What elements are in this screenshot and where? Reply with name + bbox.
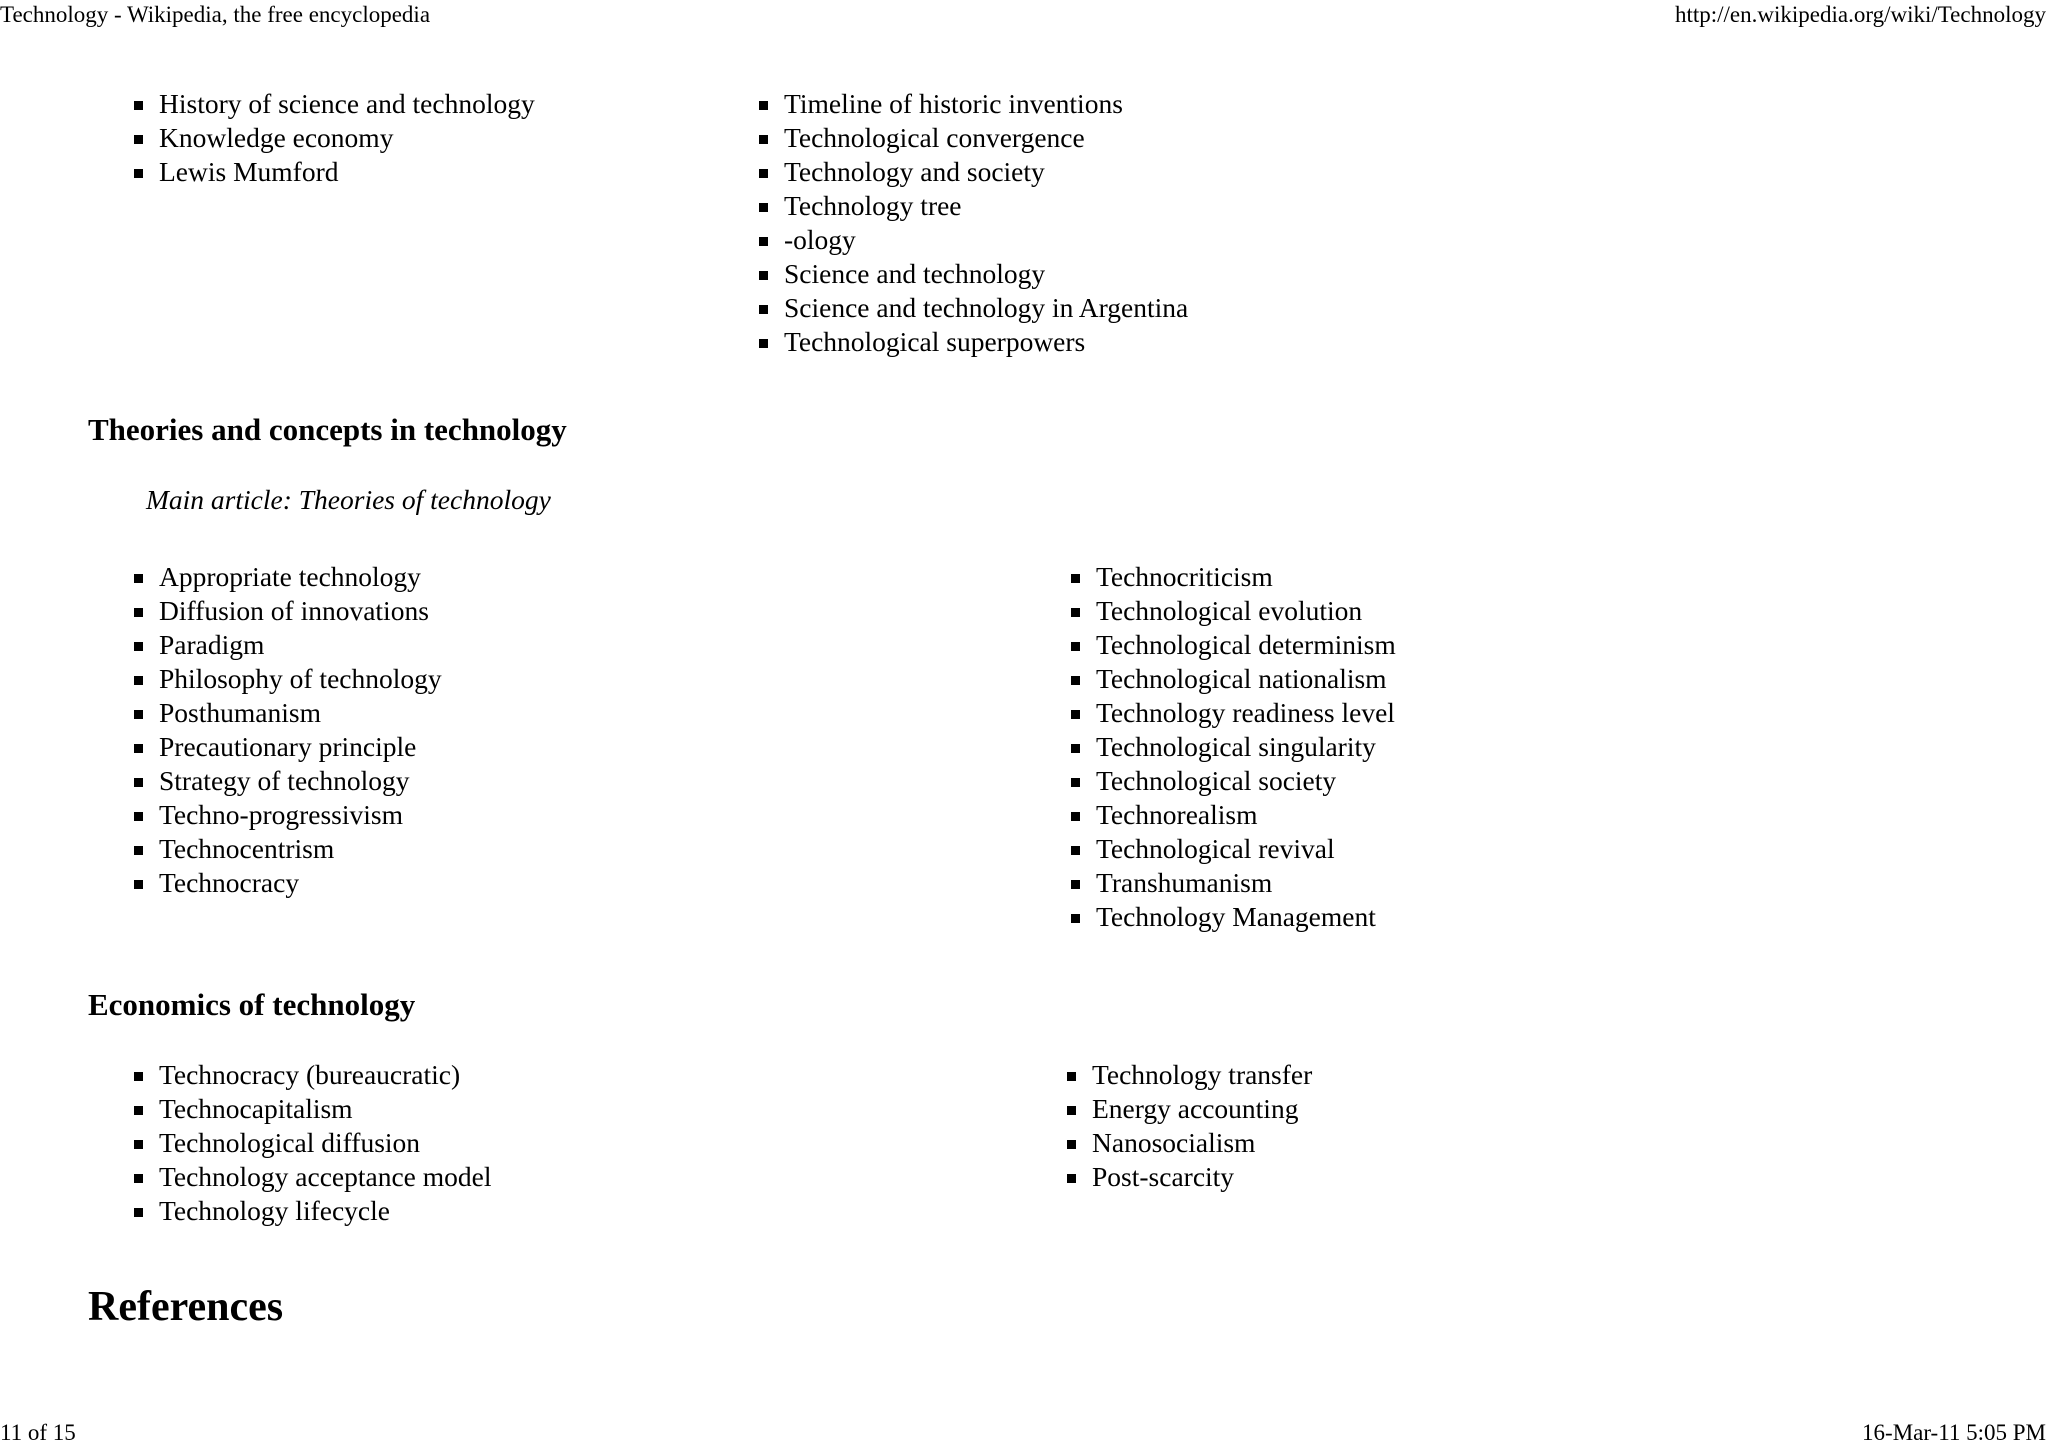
list-item-link[interactable]: Timeline of historic inventions bbox=[784, 88, 1123, 119]
economics-list-col1 bbox=[134, 1058, 492, 1228]
list-item bbox=[759, 325, 1188, 359]
list-item-link[interactable]: Technocentrism bbox=[159, 833, 335, 864]
print-footer-timestamp: 16-Mar-11 5:05 PM bbox=[1862, 1420, 2046, 1445]
square-bullet-icon bbox=[134, 846, 143, 855]
list-item-link[interactable]: Lewis Mumford bbox=[159, 156, 339, 187]
list-item-link[interactable]: Technological diffusion bbox=[159, 1127, 421, 1158]
list-item bbox=[1071, 560, 1396, 594]
square-bullet-icon bbox=[1071, 744, 1080, 753]
square-bullet-icon bbox=[1071, 676, 1080, 685]
list-item-link[interactable]: Technology readiness level bbox=[1096, 697, 1395, 728]
square-bullet-icon bbox=[759, 305, 768, 314]
square-bullet-icon bbox=[134, 812, 143, 821]
theories-list-col1 bbox=[134, 560, 442, 900]
list-item bbox=[134, 87, 535, 121]
square-bullet-icon bbox=[134, 676, 143, 685]
list-item-link[interactable]: Post-scarcity bbox=[1092, 1161, 1235, 1192]
list-item-link[interactable]: Knowledge economy bbox=[159, 122, 394, 153]
list-item bbox=[134, 155, 535, 189]
list-item-link[interactable]: Technocracy (bureaucratic) bbox=[159, 1059, 461, 1090]
list-item-link[interactable]: Technological superpowers bbox=[784, 326, 1086, 357]
square-bullet-icon bbox=[134, 778, 143, 787]
list-item bbox=[759, 291, 1188, 325]
list-item bbox=[1067, 1058, 1312, 1092]
square-bullet-icon bbox=[134, 642, 143, 651]
list-item-link[interactable]: Strategy of technology bbox=[159, 765, 410, 796]
list-item-link[interactable]: Technocapitalism bbox=[159, 1093, 353, 1124]
square-bullet-icon bbox=[134, 1072, 143, 1081]
list-item bbox=[134, 1126, 492, 1160]
list-item bbox=[759, 121, 1188, 155]
square-bullet-icon bbox=[1067, 1072, 1076, 1081]
square-bullet-icon bbox=[134, 710, 143, 719]
square-bullet-icon bbox=[134, 1174, 143, 1183]
list-item-link[interactable]: Philosophy of technology bbox=[159, 663, 442, 694]
print-header-title: Technology - Wikipedia, the free encyclopedia bbox=[0, 2, 431, 27]
square-bullet-icon bbox=[1071, 846, 1080, 855]
list-item bbox=[134, 662, 442, 696]
list-item bbox=[134, 798, 442, 832]
list-item-link[interactable]: Technocracy bbox=[159, 867, 300, 898]
square-bullet-icon bbox=[1071, 880, 1080, 889]
square-bullet-icon bbox=[134, 1208, 143, 1217]
theories-heading: Theories and concepts in technology bbox=[88, 412, 567, 447]
main-article-prefix: Main article: bbox=[146, 484, 299, 515]
list-item-link[interactable]: Technology and society bbox=[784, 156, 1045, 187]
list-item bbox=[134, 628, 442, 662]
list-item bbox=[1071, 866, 1396, 900]
list-item-link[interactable]: Science and technology in Argentina bbox=[784, 292, 1189, 323]
list-item-link[interactable]: Technology tree bbox=[784, 190, 962, 221]
square-bullet-icon bbox=[1071, 574, 1080, 583]
list-item bbox=[134, 730, 442, 764]
main-article-link[interactable]: Theories of technology bbox=[298, 484, 551, 515]
list-item bbox=[1071, 900, 1396, 934]
list-item bbox=[134, 1058, 492, 1092]
list-item-link[interactable]: Techno-progressivism bbox=[159, 799, 403, 830]
square-bullet-icon bbox=[134, 744, 143, 753]
list-item-link[interactable]: Paradigm bbox=[159, 629, 265, 660]
square-bullet-icon bbox=[759, 135, 768, 144]
list-item bbox=[759, 189, 1188, 223]
list-item bbox=[1071, 730, 1396, 764]
list-item bbox=[134, 866, 442, 900]
list-item bbox=[134, 832, 442, 866]
list-item bbox=[1071, 832, 1396, 866]
list-item bbox=[134, 1092, 492, 1126]
square-bullet-icon bbox=[1071, 608, 1080, 617]
list-item bbox=[134, 764, 442, 798]
list-item bbox=[1071, 798, 1396, 832]
square-bullet-icon bbox=[759, 271, 768, 280]
square-bullet-icon bbox=[134, 880, 143, 889]
list-item-link[interactable]: Nanosocialism bbox=[1092, 1127, 1256, 1158]
square-bullet-icon bbox=[1067, 1140, 1076, 1149]
list-item bbox=[1067, 1092, 1312, 1126]
list-item-link[interactable]: Technorealism bbox=[1096, 799, 1258, 830]
list-item bbox=[759, 155, 1188, 189]
square-bullet-icon bbox=[759, 101, 768, 110]
list-item-link[interactable]: Technological revival bbox=[1096, 833, 1335, 864]
economics-list-col2 bbox=[1067, 1058, 1312, 1194]
print-footer-page-count: 11 of 15 bbox=[0, 1420, 76, 1445]
list-item-link[interactable]: Appropriate technology bbox=[159, 561, 421, 592]
list-item-link[interactable]: Technological society bbox=[1096, 765, 1337, 796]
square-bullet-icon bbox=[1071, 914, 1080, 923]
list-item bbox=[1067, 1126, 1312, 1160]
list-item-link[interactable]: Diffusion of innovations bbox=[159, 595, 429, 626]
list-item bbox=[134, 121, 535, 155]
list-item bbox=[1071, 594, 1396, 628]
square-bullet-icon bbox=[134, 608, 143, 617]
square-bullet-icon bbox=[759, 169, 768, 178]
list-item bbox=[134, 560, 442, 594]
square-bullet-icon bbox=[1071, 778, 1080, 787]
list-item bbox=[1071, 696, 1396, 730]
list-item bbox=[1067, 1160, 1312, 1194]
list-item-link[interactable]: Technology lifecycle bbox=[159, 1195, 390, 1226]
square-bullet-icon bbox=[1071, 710, 1080, 719]
list-item bbox=[134, 1160, 492, 1194]
list-item-link[interactable]: Technology acceptance model bbox=[159, 1161, 492, 1192]
references-heading-text: References bbox=[88, 1284, 284, 1330]
list-item bbox=[759, 223, 1188, 257]
square-bullet-icon bbox=[134, 574, 143, 583]
list-item bbox=[1071, 662, 1396, 696]
square-bullet-icon bbox=[134, 135, 143, 144]
see-also-list-col2 bbox=[759, 87, 1188, 359]
list-item-link[interactable]: Technological determinism bbox=[1096, 629, 1396, 660]
list-item-link[interactable]: Technological nationalism bbox=[1096, 663, 1387, 694]
square-bullet-icon bbox=[1071, 812, 1080, 821]
list-item bbox=[1071, 628, 1396, 662]
references-heading bbox=[88, 1282, 283, 1332]
square-bullet-icon bbox=[1067, 1174, 1076, 1183]
list-item-link[interactable]: Technology transfer bbox=[1092, 1059, 1313, 1090]
list-item-link[interactable]: Technocriticism bbox=[1096, 561, 1273, 592]
list-item-link[interactable]: Technological singularity bbox=[1096, 731, 1376, 762]
list-item-link[interactable]: Science and technology bbox=[784, 258, 1046, 289]
list-item bbox=[1071, 764, 1396, 798]
list-item bbox=[134, 594, 442, 628]
list-item bbox=[134, 1194, 492, 1228]
list-item-link[interactable]: Technological convergence bbox=[784, 122, 1085, 153]
list-item-link[interactable]: History of science and technology bbox=[159, 88, 535, 119]
theories-list-col2 bbox=[1071, 560, 1396, 934]
list-item-link[interactable]: Energy accounting bbox=[1092, 1093, 1299, 1124]
square-bullet-icon bbox=[1071, 642, 1080, 651]
square-bullet-icon bbox=[134, 1140, 143, 1149]
list-item-link[interactable]: Technology Management bbox=[1096, 901, 1376, 932]
list-item bbox=[134, 696, 442, 730]
list-item bbox=[759, 257, 1188, 291]
economics-heading: Economics of technology bbox=[88, 987, 416, 1022]
list-item-link[interactable]: -ology bbox=[784, 224, 856, 255]
square-bullet-icon bbox=[134, 169, 143, 178]
square-bullet-icon bbox=[759, 203, 768, 212]
list-item-link[interactable]: Precautionary principle bbox=[159, 731, 417, 762]
print-header-url: http://en.wikipedia.org/wiki/Technology bbox=[1674, 2, 2046, 27]
list-item-link[interactable]: Technological evolution bbox=[1096, 595, 1363, 626]
square-bullet-icon bbox=[759, 339, 768, 348]
main-article-note bbox=[146, 482, 551, 518]
square-bullet-icon bbox=[134, 101, 143, 110]
see-also-list-col1 bbox=[134, 87, 535, 189]
square-bullet-icon bbox=[134, 1106, 143, 1115]
list-item-link[interactable]: Transhumanism bbox=[1096, 867, 1273, 898]
list-item bbox=[759, 87, 1188, 121]
square-bullet-icon bbox=[759, 237, 768, 246]
list-item-link[interactable]: Posthumanism bbox=[159, 697, 321, 728]
square-bullet-icon bbox=[1067, 1106, 1076, 1115]
